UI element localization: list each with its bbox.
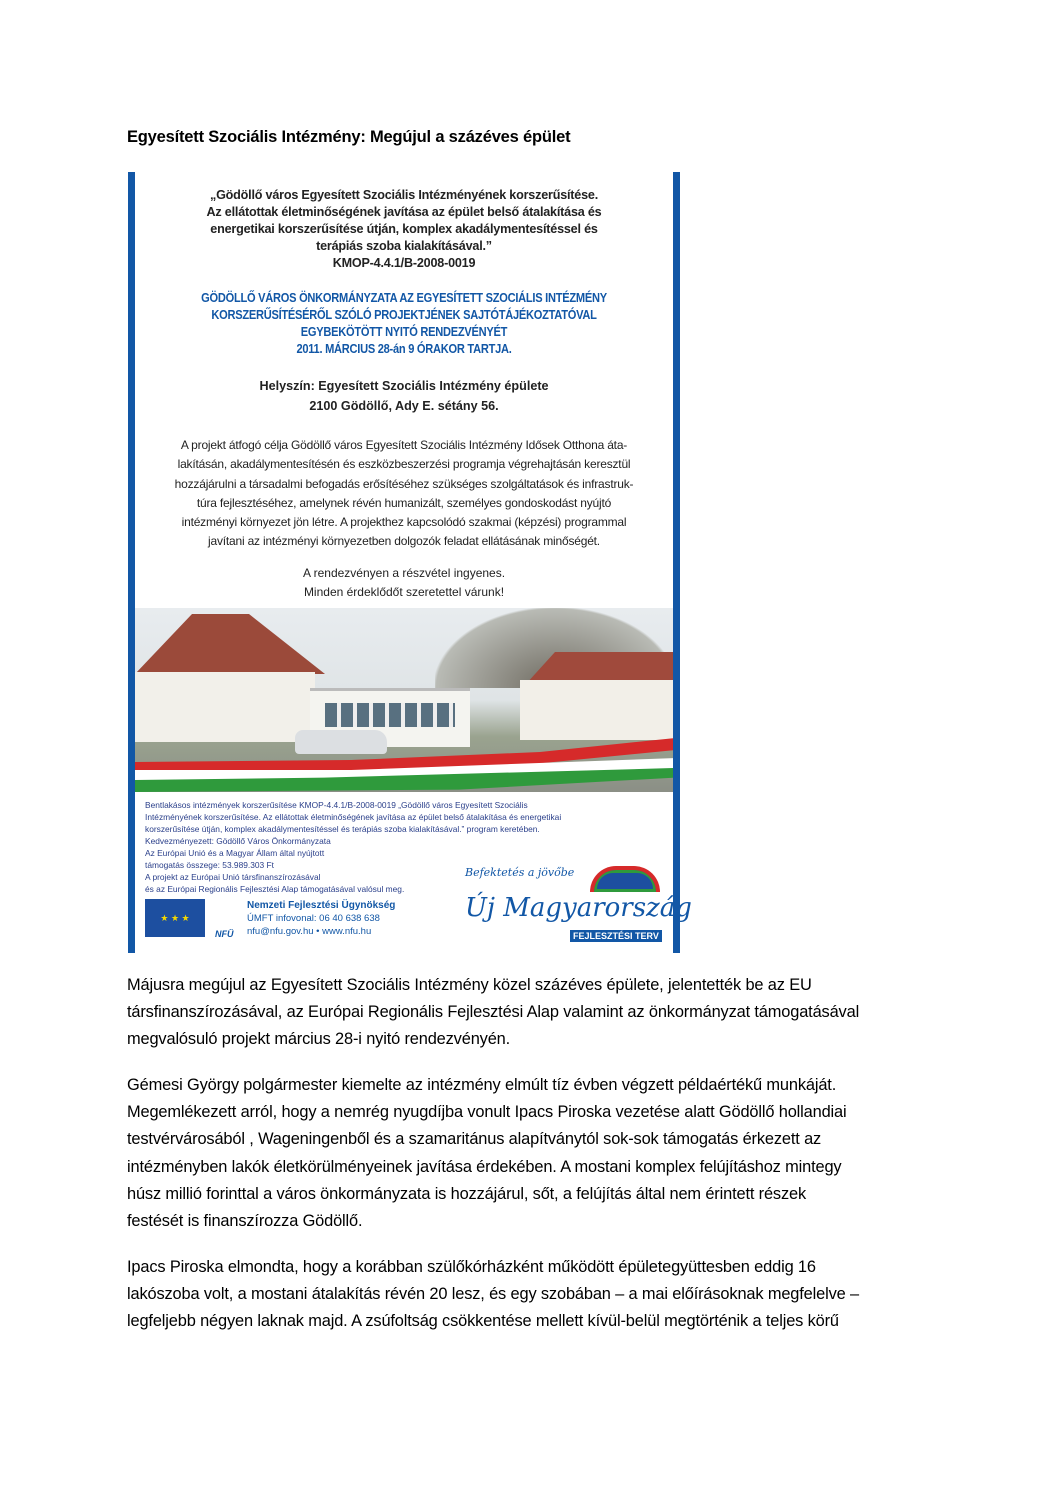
building-left (135, 672, 315, 742)
text-line: legfeljebb négyen laknak majd. A zsúfoltság csökkentése mellett kívül-belül megtörténik a teljes körű (127, 1312, 839, 1331)
nfu-contact: nfu@nfu.gov.hu • www.nfu.hu (247, 926, 372, 937)
text-line: húsz millió forinttal a város önkormányzata is hozzájárul, sőt, a felújítás által nem érintett részek (127, 1184, 807, 1203)
nfu-phone: ÚMFT infovonal: 06 40 638 638 (247, 913, 380, 924)
article-title: Egyesített Szociális Intézmény: Megújul a százéves épület (127, 128, 571, 146)
building-photo (135, 608, 673, 792)
umft-name: Új Magyarország (465, 893, 692, 923)
text-line: túra fejlesztéséhez, amelynek révén humanizált, személyes gondoskodást nyújtó (196, 495, 612, 510)
text-line: társfinanszírozásával, az Európai Regionális Fejlesztési Alap valamint az önkormányzat támogatásával (127, 1003, 860, 1022)
poster-description (115, 436, 693, 552)
text-line: Az ellátottak életminőségének javítása az épület belső átalakítása és (206, 205, 602, 219)
nfu-info (247, 899, 395, 938)
umft-sub: FEJLESZTÉSI TERV (570, 930, 662, 942)
text-line: testvérvárosából , Wageningenből és a szamaritánus alapítványtól sok-sok támogatás érkezett az (127, 1130, 822, 1149)
paragraph-2 (127, 1072, 847, 1235)
grant-amount: támogatás összege: 53.989.303 Ft (145, 860, 274, 870)
text-line: A projekt az Európai Unió társfinanszírozásával (145, 872, 321, 882)
text-line: Bentlakásos intézmények korszerűsítése KMOP-4.4.1/B-2008-0019 „Gödöllő város Egyesített Szociális (145, 800, 528, 810)
nfu-name: Nemzeti Fejlesztési Ügynökség (247, 900, 396, 911)
rainbow-icon (590, 866, 660, 892)
event-poster (128, 172, 692, 953)
nfu-abbr: NFÜ (215, 929, 234, 939)
roof-left (135, 614, 325, 674)
text-line: intézményben lakók életkörülményeinek javítása érdekében. A mostani komplex felújításhoz mintegy (127, 1157, 842, 1176)
text-line: megvalósuló projekt március 28-i nyitó rendezvényén. (127, 1030, 511, 1049)
text-line: Minden érdeklődőt szeretettel várunk! (303, 585, 505, 599)
text-line: Megemlékezett arról, hogy a nemrég nyugdíjba vonult Ipacs Piroska vezetése alatt Gödöllő hollandiai (127, 1103, 847, 1122)
text-line: GÖDÖLLŐ VÁROS ÖNKORMÁNYZATA AZ EGYESÍTETT SZOCIÁLIS INTÉZMÉNY (201, 291, 607, 305)
poster-location (135, 376, 673, 416)
text-line: lakószoba volt, a mostani átalakítás révén 20 lesz, és egy szobában – a mai előírásoknak megfelelve – (127, 1285, 859, 1304)
text-line: lakításán, akadálymentesítésén és eszközbeszerzési programja végrehajtásán keresztül (177, 457, 631, 472)
building-right (520, 680, 673, 740)
windows (325, 703, 455, 727)
poster-quote (135, 187, 673, 272)
text-line: A projekt átfogó célja Gödöllő város Egyesített Szociális Intézmény Idősek Otthona áta- (180, 438, 628, 452)
address: 2100 Gödöllő, Ady E. sétány 56. (309, 399, 499, 413)
text-line: intézményi környezet jön létre. A projekthez kapcsolódó szakmai (képzési) programmal (181, 515, 627, 530)
poster-announcement (132, 290, 676, 358)
text-line: EGYBEKÖTÖTT NYITÓ RENDEZVÉNYÉT (300, 325, 508, 339)
umft-slogan: Befektetés a jövőbe (465, 866, 575, 879)
eu-flag-icon: ★ ★ ★ (145, 899, 205, 937)
text-line: javítani az intézményi környezetben dolgozók feladat ellátásának minőségét. (208, 534, 600, 549)
paragraph-3 (127, 1254, 859, 1336)
poster-invite (135, 564, 673, 602)
text-line: Intézményének korszerűsítése. Az ellátottak életminőségének javítása az épület belső átalakítása és energetikai (145, 812, 562, 822)
text-line: „Gödöllő város Egyesített Szociális Intézményének korszerűsítése. (209, 188, 599, 202)
text-line: festését is finanszírozza Gödöllő. (127, 1212, 363, 1231)
text-line: A rendezvényen a részvétel ingyenes. (302, 566, 506, 580)
text-line: hozzájárulni a társadalmi befogadás erősítéséhez szükséges szolgáltatások és infrastruk- (174, 476, 634, 491)
text-line: KORSZERŰSÍTÉSÉRŐL SZÓLÓ PROJEKTJÉNEK SAJTÓTÁJÉKOZTATÓVAL (211, 308, 597, 322)
uj-magyarorszag-logo (465, 866, 692, 950)
car (295, 730, 387, 754)
text-line: Ipacs Piroska elmondta, hogy a korábban szülőkórházként működött épületegyüttesben eddig 16 (127, 1258, 816, 1276)
text-line: Májusra megújul az Egyesített Szociális Intézmény közel százéves épülete, jelentették be az EU (127, 976, 812, 994)
text-line: energetikai korszerűsítése útján, komplex akadálymentesítéssel és (210, 222, 598, 236)
event-date: 2011. MÁRCIUS 28-án 9 ÓRAKOR TARTJA. (296, 342, 512, 356)
paragraph-1 (127, 972, 859, 1054)
nfu-logo (215, 899, 243, 939)
project-code: KMOP-4.4.1/B-2008-0019 (332, 256, 476, 270)
text-line: terápiás szoba kialakításával.” (316, 239, 492, 253)
text-line: Gémesi György polgármester kiemelte az intézmény elmúlt tíz évben végzett példaértékű munkáját. (127, 1076, 837, 1094)
text-line: Kedvezményezett: Gödöllő Város Önkormányzata (145, 836, 331, 846)
text-line: és az Európai Regionális Fejlesztési Alap támogatásával valósul meg. (145, 884, 405, 894)
text-line: korszerűsítése útján, komplex akadálymentesítéssel és terápiás szoba kialakításával.” program keretében. (145, 824, 540, 834)
text-line: Helyszín: Egyesített Szociális Intézmény épülete (259, 379, 549, 393)
text-line: Az Európai Unió és a Magyar Állam által nyújtott (145, 848, 325, 858)
